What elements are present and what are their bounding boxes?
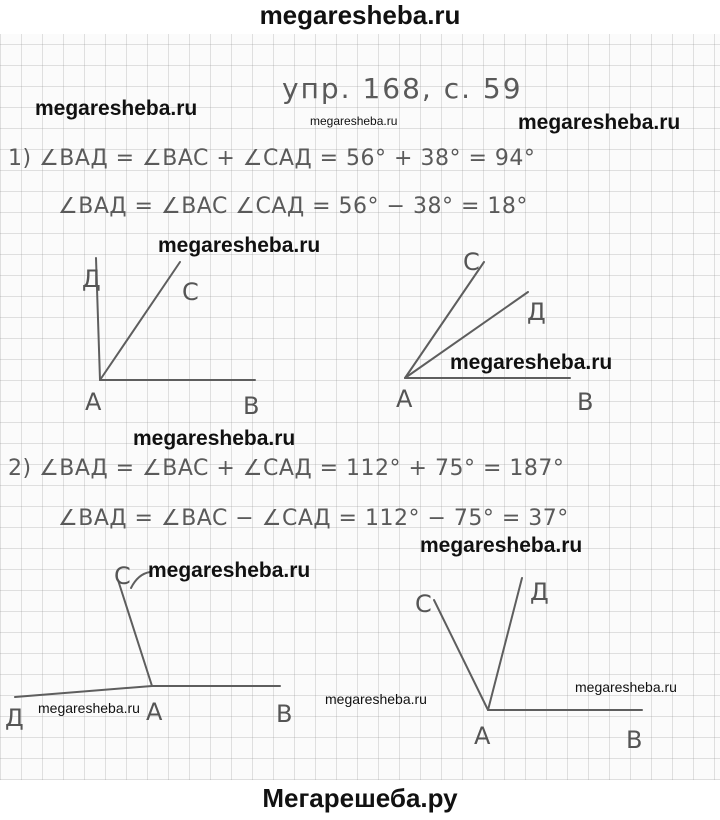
- diagram2-label-c: C: [463, 248, 480, 276]
- watermark: megaresheba.ru: [133, 427, 296, 450]
- solution-part2-line2: ∠BAД = ∠BAC − ∠CAД = 112° − 75° = 37°: [58, 506, 569, 531]
- diagram3-label-d: Д: [5, 704, 24, 732]
- watermark: megaresheba.ru: [575, 679, 677, 695]
- watermark: megaresheba.ru: [148, 559, 311, 582]
- diagram1-label-b: B: [243, 392, 260, 420]
- diagram4-label-b: B: [626, 726, 643, 754]
- watermark: megaresheba.ru: [450, 351, 613, 374]
- diagram1-label-c: C: [182, 278, 199, 306]
- site-header: megaresheba.ru: [259, 0, 461, 30]
- watermark: megaresheba.ru: [420, 534, 583, 557]
- diagram1-label-d: Д: [82, 265, 101, 293]
- diagram3-label-c: C: [114, 562, 131, 590]
- diagram4-ray-ad: [488, 578, 522, 710]
- diagram2-label-d: Д: [527, 298, 546, 326]
- watermark: megaresheba.ru: [518, 111, 681, 134]
- solution-part1-line1: 1) ∠BAД = ∠BAC + ∠CAД = 56° + 38° = 94°: [8, 146, 536, 171]
- watermark: megaresheba.ru: [35, 97, 198, 120]
- watermark: megaresheba.ru: [158, 234, 321, 257]
- diagram4-label-c: C: [415, 590, 432, 618]
- solution-part2-line1: 2) ∠BAД = ∠BAC + ∠CAД = 112° + 75° = 187°: [8, 456, 565, 481]
- site-footer: Мегарешеба.ру: [262, 783, 458, 813]
- diagram3-label-b: B: [276, 700, 293, 728]
- diagram4-ray-ac: [434, 600, 488, 710]
- watermark: megaresheba.ru: [38, 700, 140, 716]
- diagram4-label-d: Д: [530, 578, 549, 606]
- watermark: megaresheba.ru: [310, 114, 398, 128]
- diagram3-ray-ac: [118, 580, 152, 686]
- diagram3-ray-ad: [15, 686, 152, 697]
- watermark: megaresheba.ru: [325, 691, 427, 707]
- solution-part1-line2: ∠BAД = ∠BAC ∠CAД = 56° − 38° = 18°: [58, 194, 528, 219]
- diagram2-label-a: A: [396, 385, 413, 413]
- diagram1-label-a: A: [85, 388, 102, 416]
- exercise-title: упр. 168, с. 59: [282, 72, 523, 105]
- diagram2-label-b: B: [577, 388, 594, 416]
- diagram1-ray-ac: [100, 262, 180, 380]
- diagram4-label-a: A: [474, 722, 491, 750]
- diagram3-label-a: A: [146, 698, 163, 726]
